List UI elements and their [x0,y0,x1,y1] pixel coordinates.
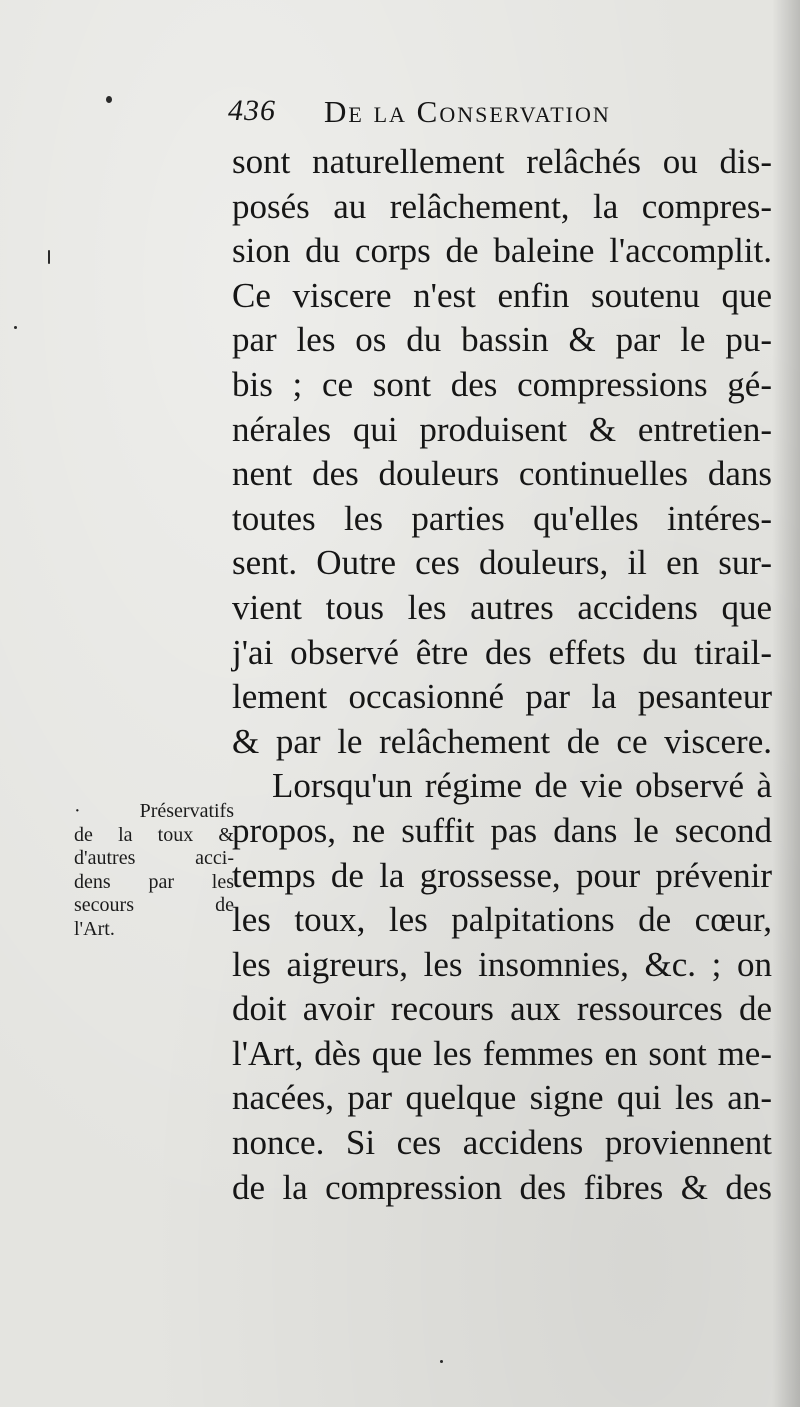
body-text [232,140,772,1210]
text-line: nonce. Si ces accidens proviennent [232,1123,772,1163]
text-line: sont naturellement relâchés ou dis- [232,142,772,181]
text-line: les aigreurs, les insomnies, &c. ; on [232,944,772,984]
text-line: nacées, par quelque signe qui les an- [232,1078,772,1118]
marginal-note-line: de la toux & [74,823,234,846]
ink-speck [106,96,112,103]
marginal-note [74,800,234,941]
text-line: posés au relâchement, la compres- [232,186,772,226]
text-line: nent des douleurs continuelles dans [232,454,772,494]
text-line: sion du corps de baleine l'accomplit. [232,231,772,271]
marginal-note-line: secours de [74,894,234,916]
paragraph-first-line: Lorsqu'un régime de vie observé à [272,766,772,806]
marginal-note-line: · Préservatifs [74,800,234,822]
page-number: 436 [228,94,276,127]
marginal-note-line: dens par les [74,870,234,893]
text-line: bis ; ce sont des compressions gé- [232,364,772,404]
text-line: & par le relâchement de ce viscere. [232,721,772,761]
marginal-note-line: d'autres acci- [74,847,234,869]
text-line: vient tous les autres accidens que [232,587,772,627]
ink-speck [440,1360,443,1363]
page-edge-shadow [772,0,800,1407]
text-line: toutes les parties qu'elles intéres- [232,498,772,538]
text-line: nérales qui produisent & entretien- [232,409,772,449]
text-line: lement occasionné par la pesanteur [232,677,772,717]
text-line: l'Art, dès que les femmes en sont me- [232,1033,772,1073]
ink-speck [48,250,50,264]
text-line: sent. Outre ces douleurs, il en sur- [232,543,772,583]
running-head-title: De la Conservation [324,94,611,129]
text-line: de la compression des fibres & des [232,1167,772,1207]
text-line: j'ai observé être des effets du tirail- [232,632,772,672]
running-header [228,88,728,128]
text-line: temps de la grossesse, pour prévenir [232,855,772,895]
marginal-note-line: l'Art. [74,917,115,940]
text-line: Ce viscere n'est enfin soutenu que [232,275,772,315]
text-line: les toux, les palpitations de cœur, [232,900,772,940]
ink-speck [14,326,17,329]
text-line: par les os du bassin & par le pu- [232,320,772,360]
text-line: propos, ne suffit pas dans le second [232,810,772,850]
text-line: doit avoir recours aux ressources de [232,989,772,1029]
